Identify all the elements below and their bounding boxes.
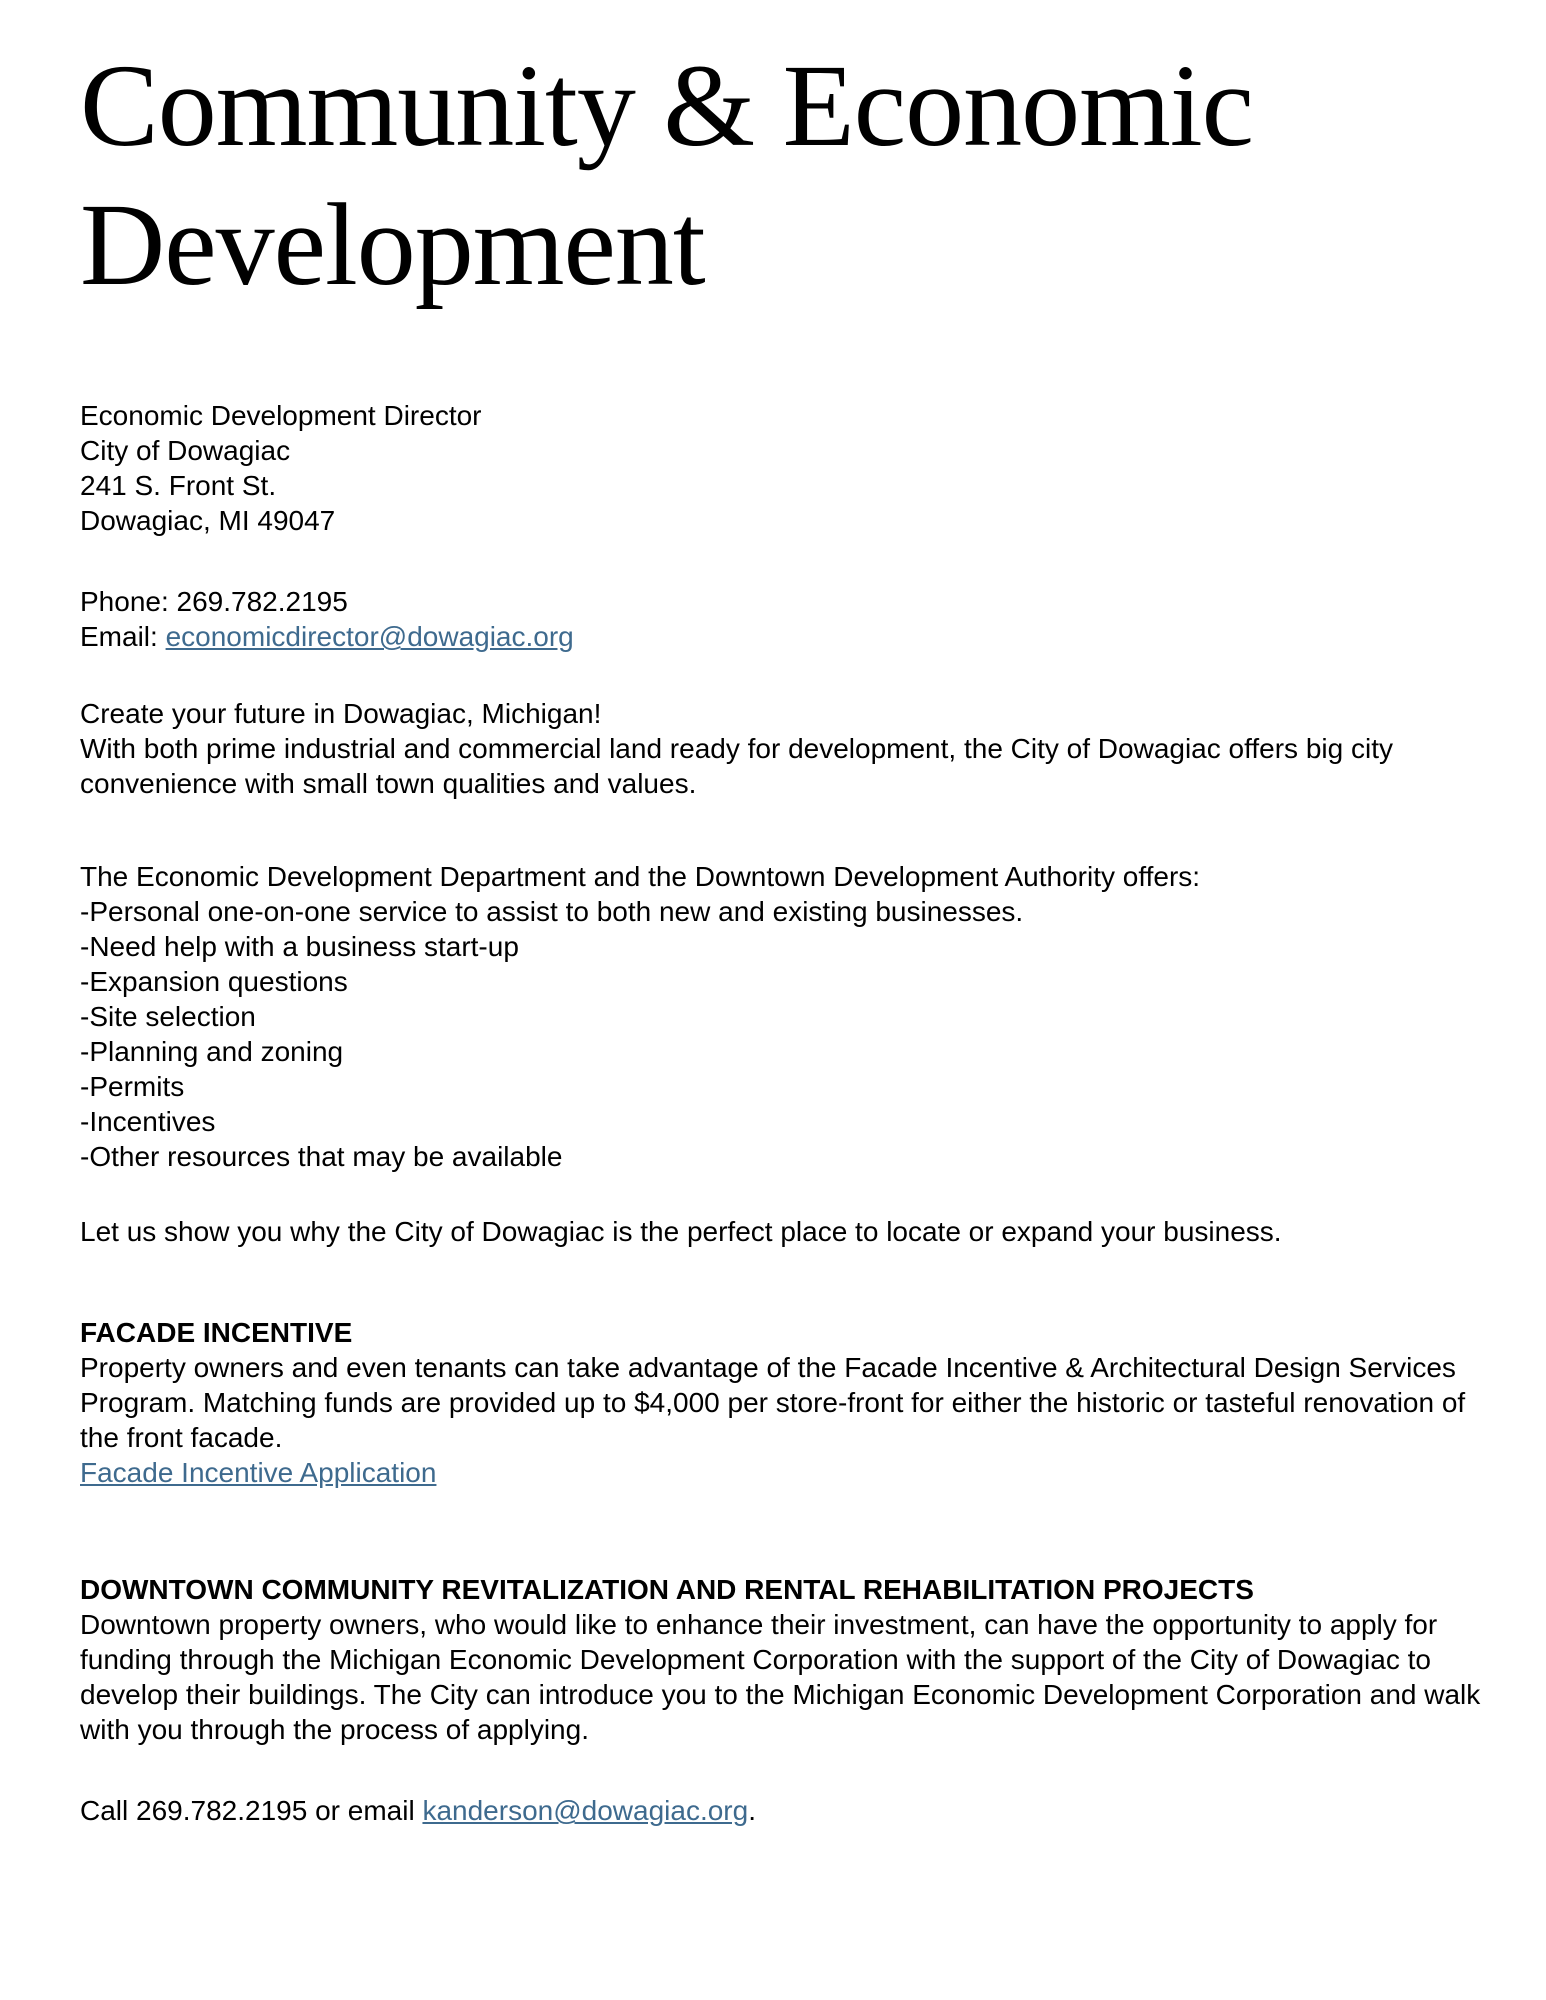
downtown-body: Downtown property owners, who would like to enhance their investment, can have the opportunity to apply for funding through the Michigan Economic Development Corporation with the support of the City of Dowagiac to develop their buildings. The City can introduce you to the Michigan Economic Development Corporation and walk with you through the process of applying. <box>80 1609 1481 1746</box>
call-line <box>80 1793 1490 1828</box>
email-label: Email: <box>80 621 166 653</box>
offer-item: -Other resources that may be available <box>80 1141 563 1173</box>
phone-line: Phone: 269.782.2195 <box>80 586 348 618</box>
offers-heading: The Economic Development Department and the Downtown Development Authority offers: <box>80 861 1201 893</box>
downtown-section <box>80 1572 1490 1747</box>
tagline: Let us show you why the City of Dowagiac is the perfect place to locate or expand your business. <box>80 1216 1282 1248</box>
email-director-link[interactable]: economicdirector@dowagiac.org <box>165 621 574 653</box>
intro-paragraph: With both prime industrial and commercial land ready for development, the City of Dowagiac offers big city convenience with small town qualities and values. <box>80 733 1393 800</box>
intro-block <box>80 696 1490 801</box>
facade-section <box>80 1315 1490 1490</box>
downtown-heading: DOWNTOWN COMMUNITY REVITALIZATION AND RENTAL REHABILITATION PROJECTS <box>80 1574 1254 1606</box>
offers-block <box>80 859 1490 1174</box>
offer-item: -Permits <box>80 1071 185 1103</box>
contact-line-street: 241 S. Front St. <box>80 470 277 502</box>
facade-link-line <box>80 1455 1490 1490</box>
facade-body: Property owners and even tenants can take advantage of the Facade Incentive & Architectural Design Services Program. Matching funds are provided up to $4,000 per store-front for either the historic or tasteful renovation of the front facade. <box>80 1352 1466 1454</box>
offer-item: -Expansion questions <box>80 966 348 998</box>
offer-item: -Planning and zoning <box>80 1036 344 1068</box>
facade-heading: FACADE INCENTIVE <box>80 1317 353 1349</box>
offer-item: -Incentives <box>80 1106 216 1138</box>
offer-item: -Site selection <box>80 1001 256 1033</box>
contact-line-city: City of Dowagiac <box>80 435 291 467</box>
page-title: Community & Economic Development <box>80 40 1254 311</box>
kanderson-email-link[interactable]: kanderson@dowagiac.org <box>422 1795 749 1827</box>
intro-headline: Create your future in Dowagiac, Michigan! <box>80 698 602 730</box>
facade-application-link[interactable]: Facade Incentive Application <box>80 1457 437 1489</box>
email-line <box>80 619 1490 654</box>
offer-item: -Need help with a business start-up <box>80 931 519 963</box>
phone-email-block <box>80 584 1490 654</box>
contact-line-role: Economic Development Director <box>80 400 482 432</box>
contact-block <box>80 398 1490 538</box>
offer-item: -Personal one-on-one service to assist to both new and existing businesses. <box>80 896 1024 928</box>
call-prefix: Call 269.782.2195 or email <box>80 1795 423 1827</box>
call-suffix: . <box>748 1795 756 1827</box>
contact-line-citystate: Dowagiac, MI 49047 <box>80 505 336 537</box>
